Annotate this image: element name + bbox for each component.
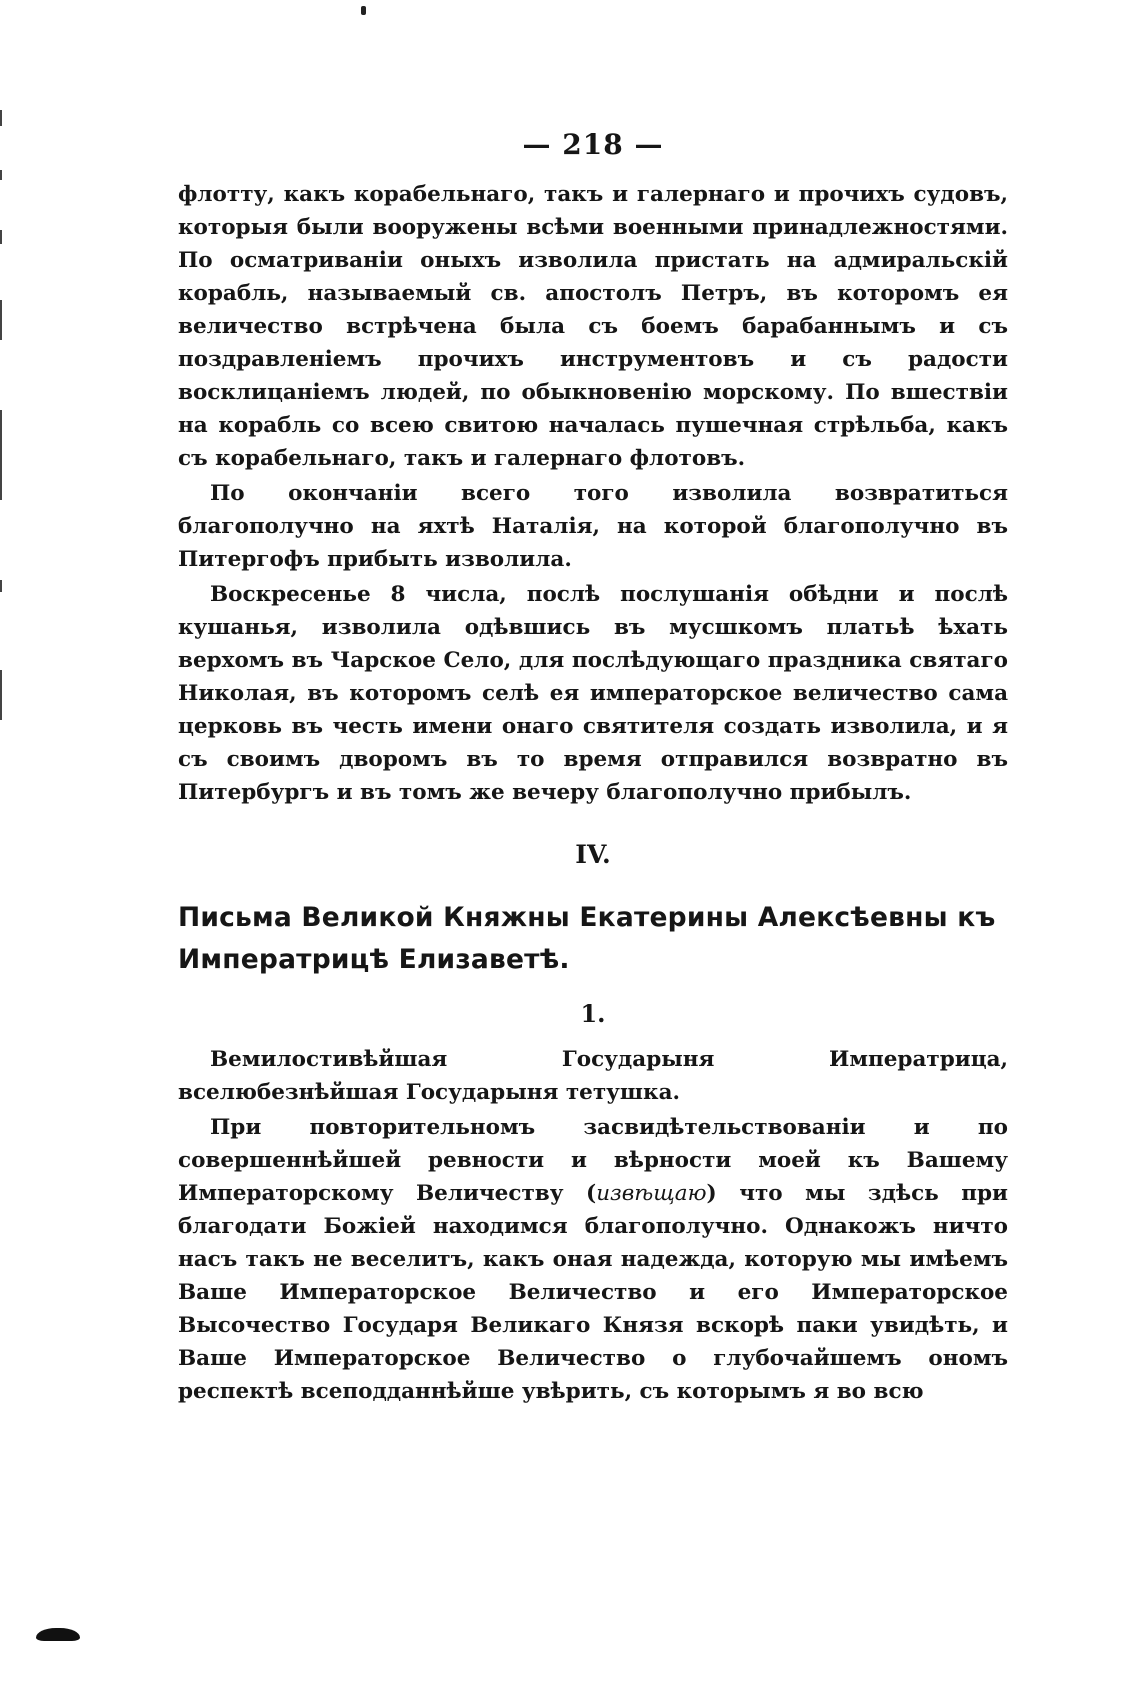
letter-italic-word: извѣщаю — [596, 1181, 707, 1206]
section-title: Письма Великой Княжны Екатерины Алексѣевны къ Императрицѣ Елизаветѣ. — [178, 902, 996, 975]
letter-number: 1. — [580, 999, 606, 1028]
page-number: — 218 — — [522, 128, 664, 161]
letter-salutation: Вемилостивѣйшая Государыня Императрица, вселюбезнѣйшая Государыня тетушка. — [178, 1047, 1008, 1105]
body-paragraph-3: Воскресенье 8 числа, послѣ послушанія обѣдни и послѣ кушанья, изволила одѣвшись въ мусшкомъ платьѣ ѣхать верхомъ въ Чарское Село, для послѣдующаго праздника святаго Николая, въ которомъ селѣ ея императорское величество сама церковь въ честь имени онаго святителя создать изволила, и я съ своимъ дворомъ въ то время отправился возвратно въ Питербургъ и въ томъ же вечеру благополучно прибылъ. — [178, 582, 1008, 805]
letter-body-part-2: ) что мы здѣсь при благодати Божіей находимся благополучно. Однакожъ ничто насъ такъ не веселитъ, какъ оная надежда, которую мы имѣемъ Ваше Императорское Величество и его Императорское Высочество Государя Великаго Князя вскорѣ паки увидѣть, и Ваше Императорское Величество о глубочайшемъ ономъ респектѣ всеподданнѣйше увѣрить, съ которымъ я во всю — [178, 1181, 1009, 1404]
binding-edge-marks — [0, 110, 4, 730]
book-page — [178, 118, 1008, 1678]
ink-speck — [361, 6, 366, 15]
body-paragraph-1: флотту, какъ корабельнаго, такъ и галернаго и прочихъ судовъ, которыя были вооружены всѣми военными принадлежностями. По осматриваніи оныхъ изволила пристать на адмиральскій корабль, называемый св. апостолъ Петръ, въ которомъ ея величество встрѣчена была съ боемъ барабаннымъ и съ поздравленіемъ прочихъ инструментовъ и съ радости восклицаніемъ людей, по обыкновенію морскому. По вшествіи на корабль со всею свитою началась пушечная стрѣльба, какъ съ корабельнаго, такъ и галернаго флотовъ. — [178, 182, 1008, 471]
letter-body — [178, 1111, 1008, 1408]
body-paragraph-2: По окончаніи всего того изволила возвратиться благополучно на яхтѣ Наталія, на которой благополучно въ Питергофъ прибыть изволила. — [178, 481, 1008, 572]
section-numeral: IV. — [575, 840, 611, 869]
scan-thumb-mark — [36, 1628, 80, 1641]
letter-body-part-1: При повторительномъ засвидѣтельствованіи и по совершеннѣйшей ревности и вѣрности моей къ Вашему Императорскому Величеству ( — [178, 1115, 1008, 1206]
